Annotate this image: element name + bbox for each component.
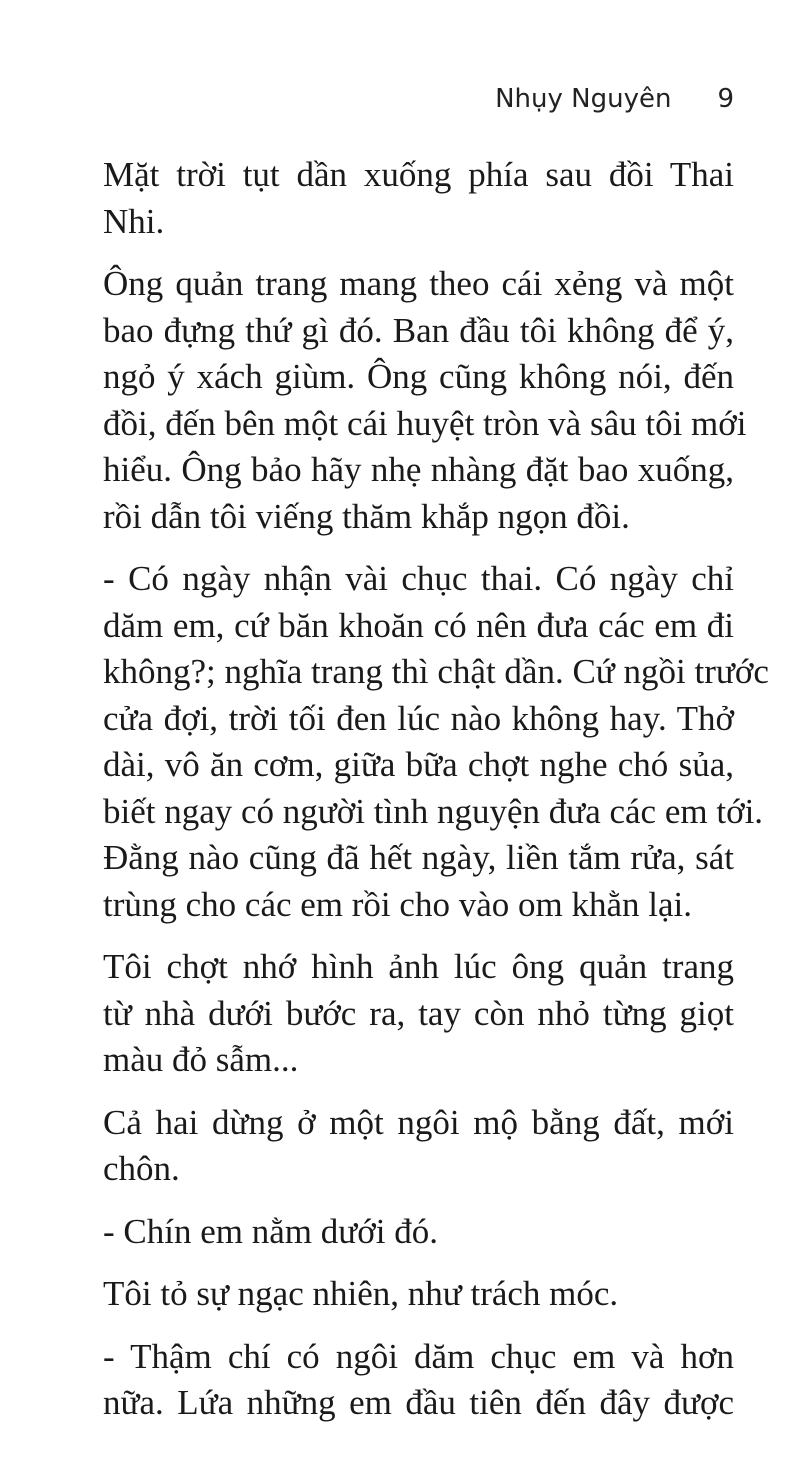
text-line: đồi, đến bên một cái huyệt tròn và sâu tôi mới [103, 403, 747, 443]
text-line: chôn. [103, 1149, 180, 1188]
text-line: không?; nghĩa trang thì chật dần. Cứ ngồi trước [103, 652, 769, 691]
text-line: bao đựng thứ gì đó. Ban đầu tôi không để ý, [103, 310, 734, 350]
author-name: Nhụy Nguyên [495, 84, 672, 114]
paragraph [103, 152, 734, 245]
text-line: Cả hai dừng ở một ngôi mộ bằng đất, mới [103, 1102, 734, 1142]
text-line: - Chín em nằm dưới đó. [103, 1211, 438, 1251]
text-line: trùng cho các em rồi cho vào om khằn lại. [103, 884, 692, 924]
running-header [495, 84, 734, 114]
text-line: rồi dẫn tôi viếng thăm khắp ngọn đồi. [103, 496, 630, 536]
text-line: Tôi tỏ sự ngạc nhiên, như trách móc. [103, 1274, 619, 1313]
text-line: từ nhà dưới bước ra, tay còn nhỏ từng giọt [103, 993, 734, 1033]
text-line: hiểu. Ông bảo hãy nhẹ nhàng đặt bao xuống, [103, 450, 734, 489]
text-line: cửa đợi, trời tối đen lúc nào không hay. Thở [103, 698, 734, 738]
text-line: Mặt trời tụt dần xuống phía sau đồi Thai [103, 155, 734, 194]
text-line: dài, vô ăn cơm, giữa bữa chợt nghe chó sủa, [103, 745, 734, 784]
text-line: Nhi. [103, 201, 165, 241]
paragraph [103, 944, 734, 1084]
text-line: Tôi chợt nhớ hình ảnh lúc ông quản trang [103, 947, 734, 986]
paragraph [103, 261, 747, 540]
paragraph [103, 1334, 734, 1427]
page-number: 9 [717, 84, 734, 114]
text-line: - Thậm chí có ngôi dăm chục em và hơn [103, 1336, 734, 1376]
paragraph [103, 1100, 734, 1193]
text-line: biết ngay có người tình nguyện đưa các em tới. [103, 791, 764, 831]
paragraph [103, 556, 769, 928]
text-line: dăm em, cứ băn khoăn có nên đưa các em đi [103, 605, 734, 645]
text-line: - Có ngày nhận vài chục thai. Có ngày chỉ [103, 559, 734, 598]
paragraph [103, 1209, 734, 1256]
text-line: Ông quản trang mang theo cái xẻng và một [103, 264, 734, 303]
body-text [103, 152, 769, 1443]
paragraph [103, 1271, 734, 1318]
text-line: Đằng nào cũng đã hết ngày, liền tắm rửa, sát [103, 838, 734, 877]
text-line: màu đỏ sẫm... [103, 1040, 299, 1079]
text-line: ngỏ ý xách giùm. Ông cũng không nói, đến [103, 357, 734, 396]
text-line: nữa. Lứa những em đầu tiên đến đây được [103, 1383, 734, 1422]
